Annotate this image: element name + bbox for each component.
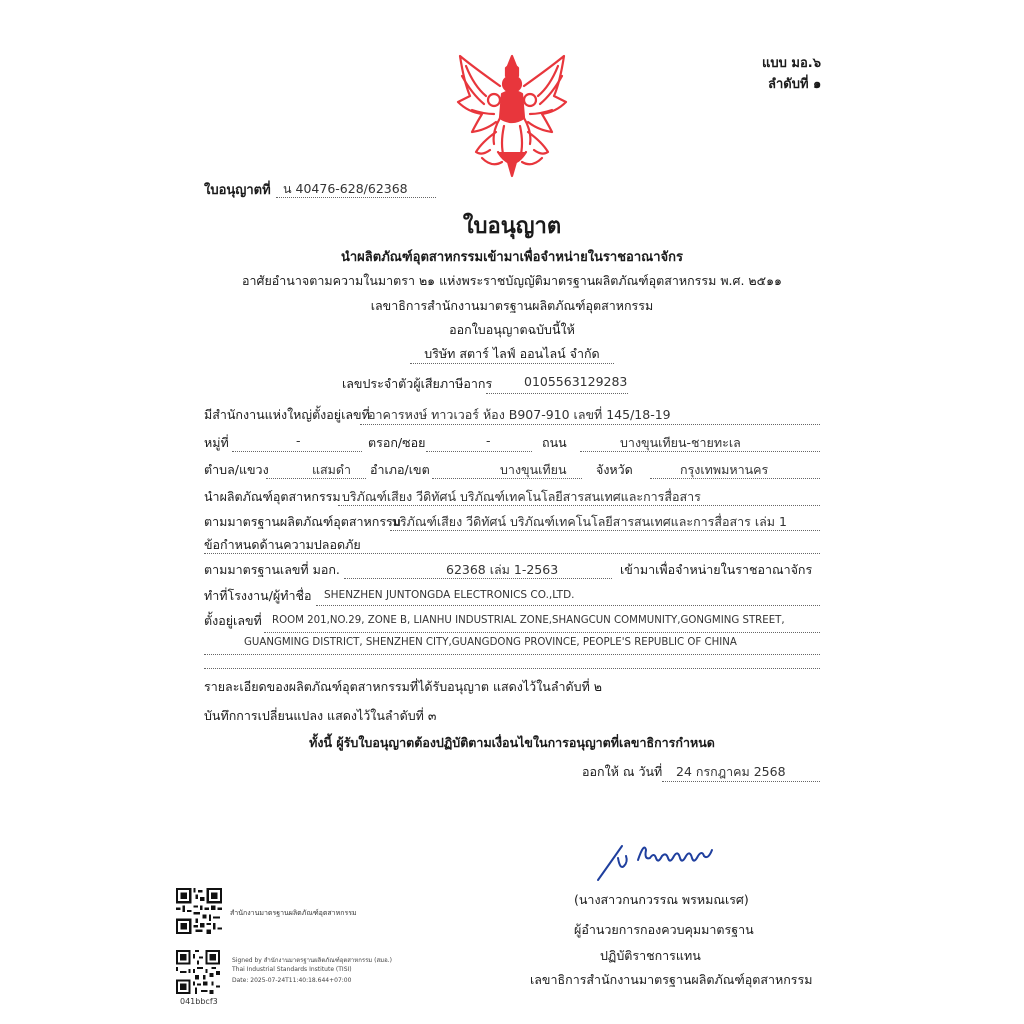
tax-id-value: 0105563129283 <box>524 374 628 389</box>
head-office-label: มีสำนักงานแห่งใหญ่ตั้งอยู่เลขที่ <box>204 407 370 422</box>
factory-address-line2: GUANGMING DISTRICT, SHENZHEN CITY,GUANGDONG PROVINCE, PEOPLE'S REPUBLIC OF CHINA <box>244 637 737 648</box>
signature-image <box>594 836 724 886</box>
product-dotline <box>338 505 820 506</box>
district-value: บางขุนเทียน <box>500 462 567 477</box>
factory-name: SHENZHEN JUNTONGDA ELECTRONICS CO.,LTD. <box>324 589 575 601</box>
page-title: ใบอนุญาต <box>462 214 562 239</box>
road-value: บางขุนเทียน-ชายทะเล <box>620 435 741 450</box>
subdistrict-label: ตำบล/แขวง <box>204 462 269 477</box>
district-label: อำเภอ/เขต <box>370 462 430 477</box>
soi-value: - <box>486 433 491 448</box>
page-subtitle: นำผลิตภัณฑ์อุตสาหกรรมเข้ามาเพื่อจำหน่ายในราชอาณาจักร <box>341 250 683 265</box>
tax-id-label: เลขประจำตัวผู้เสียภาษีอากร <box>342 376 493 391</box>
moo-dotline <box>232 451 362 452</box>
tax-id-dotline <box>486 393 628 394</box>
footer-institute: Thai Industrial Standards Institute (TISI) <box>232 966 352 973</box>
soi-label: ตรอก/ซอย <box>368 435 426 450</box>
sequence-number: ลำดับที่ ๑ <box>768 77 822 92</box>
factory-address-dotline3 <box>204 668 820 669</box>
footer-date: Date: 2025-07-24T11:40:18.644+07:00 <box>232 977 352 984</box>
province-value: กรุงเทพมหานคร <box>680 462 769 477</box>
issue-date-dotline <box>662 781 820 782</box>
signatory-on-behalf: เลขาธิการสำนักงานมาตรฐานผลิตภัณฑ์อุตสาหกรรม <box>530 972 813 987</box>
product-value: บริภัณฑ์เสียง วีดิทัศน์ บริภัณฑ์เทคโนโลยีสารสนเทศและการสื่อสาร <box>342 489 701 504</box>
standard-label: ตามมาตรฐานผลิตภัณฑ์อุตสาหกรรม <box>204 514 401 529</box>
footer-code: 041bbcf3 <box>180 997 218 1006</box>
product-label: นำผลิตภัณฑ์อุตสาหกรรม <box>204 489 341 504</box>
district-dotline <box>432 478 582 479</box>
footer-office: สำนักงานมาตรฐานผลิตภัณฑ์อุตสาหกรรม <box>230 909 357 917</box>
conditions-note: ทั้งนี้ ผู้รับใบอนุญาตต้องปฏิบัติตามเงื่อนไขในการอนุญาตที่เลขาธิการกำหนด <box>309 735 715 750</box>
license-number-label: ใบอนุญาตที่ <box>204 183 271 198</box>
province-dotline <box>650 478 820 479</box>
factory-address-line1: ROOM 201,NO.29, ZONE B, LIANHU INDUSTRIAL ZONE,SHANGCUN COMMUNITY,GONGMING STREET, <box>272 615 785 626</box>
company-name: บริษัท สตาร์ ไลฟ์ ออนไลน์ จำกัด <box>424 346 600 361</box>
signatory-acting: ปฏิบัติราชการแทน <box>600 948 701 963</box>
moo-label: หมู่ที่ <box>204 435 229 450</box>
signatory-name: (นางสาวกนกวรรณ พรหมณเรศ) <box>574 892 749 907</box>
head-office-dotline <box>360 424 820 425</box>
soi-dotline <box>426 451 532 452</box>
form-code: แบบ มอ.๖ <box>762 56 821 71</box>
moo-value: - <box>296 433 301 448</box>
factory-dotline <box>316 605 820 606</box>
details-note: รายละเอียดของผลิตภัณฑ์อุตสาหกรรมที่ได้รับอนุญาต แสดงไว้ในลำดับที่ ๒ <box>204 679 603 694</box>
standard-value: บริภัณฑ์เสียง วีดิทัศน์ บริภัณฑ์เทคโนโลยีสารสนเทศและการสื่อสาร เล่ม 1 <box>392 514 787 529</box>
standard-number-dotline <box>344 578 612 579</box>
standard-line2: ข้อกำหนดด้านความปลอดภัย <box>204 537 361 552</box>
license-number-value: น 40476-628/62368 <box>283 181 408 196</box>
road-dotline <box>580 451 820 452</box>
changes-note: บันทึกการเปลี่ยนแปลง แสดงไว้ในลำดับที่ ๓ <box>204 708 437 723</box>
standard-number-label: ตามมาตรฐานเลขที่ มอก. <box>204 562 340 577</box>
factory-address-dotline2 <box>204 654 820 655</box>
province-label: จังหวัด <box>596 462 633 477</box>
qr-code-top <box>176 888 222 934</box>
signatory-position: ผู้อำนวยการกองควบคุมมาตรฐาน <box>574 922 754 937</box>
head-office-value: อาคารหงษ์ ทาวเวอร์ ห้อง B907-910 เลขที่ 145/18-19 <box>368 407 671 422</box>
subdistrict-dotline <box>266 478 366 479</box>
qr-code-bottom <box>176 950 220 994</box>
issuer-line: เลขาธิการสำนักงานมาตรฐานผลิตภัณฑ์อุตสาหกรรม <box>370 298 654 313</box>
footer-signed-by: Signed by สำนักงานมาตรฐานผลิตภัณฑ์อุตสาหกรรม (สมอ.) <box>232 957 392 964</box>
license-number-dotline <box>276 197 436 198</box>
factory-address-dotline1 <box>264 632 820 633</box>
company-dotline <box>410 363 614 364</box>
factory-address-label: ตั้งอยู่เลขที่ <box>204 613 262 628</box>
standard-number-value: 62368 เล่ม 1-2563 <box>446 562 559 577</box>
standard-line2-dotline <box>204 553 820 554</box>
issue-date-label: ออกให้ ณ วันที่ <box>582 764 663 779</box>
subdistrict-value: แสมดำ <box>312 462 352 477</box>
garuda-emblem <box>452 52 572 178</box>
issue-date-value: 24 กรกฎาคม 2568 <box>676 764 786 779</box>
import-purpose: เข้ามาเพื่อจำหน่ายในราชอาณาจักร <box>620 562 813 577</box>
factory-label: ทำที่โรงงาน/ผู้ทำชื่อ <box>204 588 312 603</box>
road-label: ถนน <box>542 435 567 450</box>
issue-to-line: ออกใบอนุญาตฉบับนี้ให้ <box>449 322 575 337</box>
standard-dotline <box>390 530 820 531</box>
authority-line: อาศัยอำนาจตามความในมาตรา ๒๑ แห่งพระราชบัญญัติมาตรฐานผลิตภัณฑ์อุตสาหกรรม พ.ศ. ๒๕๑๑ <box>242 273 782 288</box>
